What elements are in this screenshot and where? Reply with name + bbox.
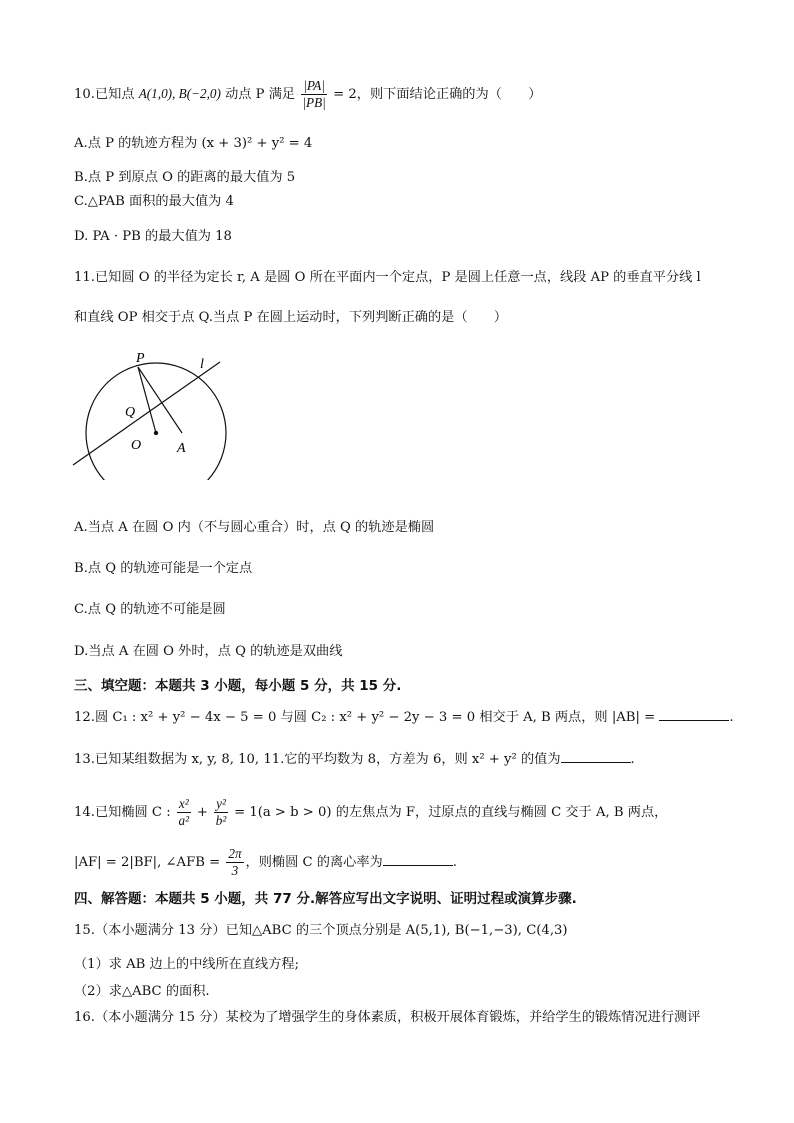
q11-stem-line2: 和直线 OP 相交于点 Q.当点 P 在圆上运动时，下列判断正确的是（ ）	[74, 310, 508, 325]
q13: 13.已知某组数据为 x, y, 8, 10, 11.它的平均数为 8，方差为 6，则 x² + y² 的值为 .	[74, 752, 635, 767]
segment-pa	[138, 367, 182, 433]
label-o: O	[131, 438, 142, 453]
line-l	[73, 362, 220, 465]
section-4-heading: 四、解答题：本题共 5 小题，共 77 分.解答应写出文字说明、证明过程或演算步骤.	[74, 891, 577, 907]
q10-option-a: A.点 P 的轨迹方程为 (x + 3)² + y² = 4	[74, 136, 313, 151]
segment-op	[138, 367, 156, 433]
center-point-o	[154, 431, 158, 435]
q11-option-a: A.当点 A 在圆 O 内（不与圆心重合）时，点 Q 的轨迹是椭圆	[74, 520, 435, 535]
label-p: P	[136, 351, 145, 366]
q10-fraction: $\frac{|PA|}{|PB|}$	[302, 78, 326, 110]
label-a: A	[177, 441, 186, 456]
q15-stem: 15.（本小题满分 13 分）已知△ABC 的三个顶点分别是 A(5,1), B(−1,−3), C(4,3)	[74, 923, 568, 938]
q13-answer-blank	[561, 750, 631, 763]
q10-stem: 10.已知点 A(1,0), B(−2,0) 动点 P 满足 $\frac{|PA|}{|PB|}$ = 2，则下面结论正确的为（ ）	[74, 78, 542, 110]
section-3-heading: 三、填空题：本题共 3 小题，每小题 5 分，共 15 分.	[74, 678, 402, 694]
q11-option-d: D.当点 A 在圆 O 外时，点 Q 的轨迹是双曲线	[74, 644, 343, 659]
q16-stem: 16.（本小题满分 15 分）某校为了增强学生的身体素质，积极开展体育锻炼，并给学生的锻炼情况进行测评	[74, 1010, 701, 1025]
q10-option-d: D. PA · PB 的最大值为 18	[74, 229, 232, 244]
q10-option-c: C.△PAB 面积的最大值为 4	[74, 194, 234, 209]
label-q: Q	[125, 405, 136, 420]
q12-answer-blank	[659, 708, 729, 721]
circle-o	[86, 363, 226, 480]
q14-line2: |AF| = 2|BF|, ∠AFB = $\frac{2\pi}{3}$ ，则椭圆 C 的离心率为 .	[74, 846, 457, 878]
q11-stem-line1: 11.已知圆 O 的半径为定长 r, A 是圆 O 所在平面内一个定点，P 是圆上任意一点，线段 AP 的垂直平分线 l	[74, 270, 701, 285]
label-l: l	[200, 357, 204, 372]
q12: 12.圆 C₁ : x² + y² − 4x − 5 = 0 与圆 C₂ : x² + y² − 2y − 3 = 0 相交于 A, B 两点，则 |AB| = .	[74, 710, 734, 725]
q11-option-b: B.点 Q 的轨迹可能是一个定点	[74, 561, 253, 576]
q11-option-c: C.点 Q 的轨迹不可能是圆	[74, 602, 226, 617]
q14-line1: 14.已知椭圆 C : $\frac{\text{x²}}{\text{a²}}$ + $\frac{\text{y²}}{\text{b²}}$ = 1(a > b > 0) 的左焦点为 F，过原点的直线与椭圆 C 交于 A, B 两点，	[74, 796, 668, 828]
q10-option-b: B.点 P 到原点 O 的距离的最大值为 5	[74, 170, 296, 185]
q15-part-1: （1）求 AB 边上的中线所在直线方程;	[74, 957, 300, 972]
q14-answer-blank	[383, 853, 453, 866]
q11-circle-figure	[70, 345, 240, 480]
q15-part-2: （2）求△ABC 的面积.	[74, 984, 210, 999]
